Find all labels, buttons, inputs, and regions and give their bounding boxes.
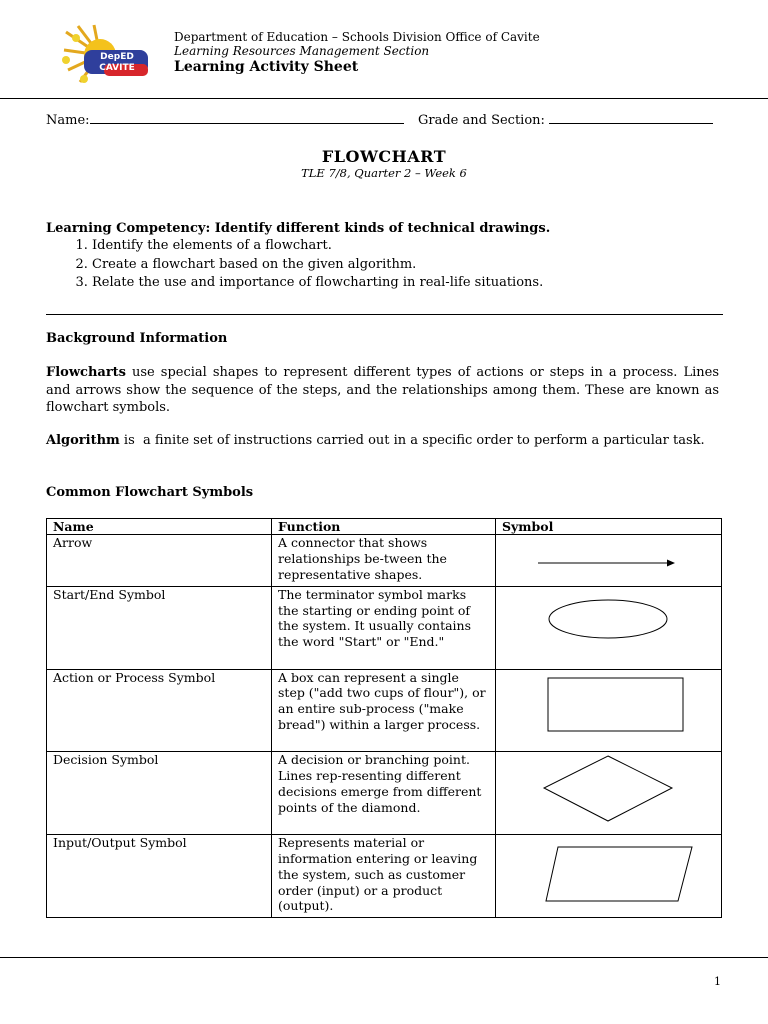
- algorithm-definition: is a finite set of instructions carried out in a specific order to perform a particular task.: [119, 433, 705, 448]
- symbol-cell: [496, 669, 722, 752]
- sheet-title: Learning Activity Sheet: [174, 59, 359, 75]
- table-row: [47, 752, 722, 835]
- page-title: FLOWCHART: [321, 147, 447, 166]
- symbol-name: Decision Symbol: [47, 752, 272, 835]
- section-divider: [46, 314, 723, 315]
- table-row: [47, 669, 722, 752]
- parallelogram-symbol-icon: [502, 835, 726, 913]
- background-heading: Background Information: [46, 331, 228, 346]
- symbol-name: Start/End Symbol: [47, 586, 272, 669]
- flowcharts-definition: use special shapes to represent different types of actions or steps in a process. Lines and arrows show the sequence of the steps, and the relationships among them. These are known as flowchart symbols.: [46, 365, 719, 415]
- algorithm-term: Algorithm: [46, 433, 120, 448]
- symbol-function: A connector that shows relationships be-tween the representative shapes.: [272, 535, 496, 587]
- grade-section-label: Grade and Section:: [418, 113, 545, 128]
- symbol-name: Input/Output Symbol: [47, 835, 272, 918]
- ellipse-symbol-icon: [502, 587, 726, 665]
- symbol-name: Action or Process Symbol: [47, 669, 272, 752]
- flowcharts-paragraph: [46, 364, 719, 417]
- symbol-name: Arrow: [47, 535, 272, 587]
- list-item: 1. Identify the elements of a flowchart.: [92, 237, 768, 256]
- flowcharts-term: Flowcharts: [46, 365, 126, 380]
- list-item: 3. Relate the use and importance of flowcharting in real-life situations.: [92, 274, 768, 293]
- symbol-cell: [496, 752, 722, 835]
- list-item: 2. Create a flowchart based on the given algorithm.: [92, 256, 768, 275]
- footer-divider: [0, 957, 768, 958]
- page-subtitle: TLE 7/8, Quarter 2 – Week 6: [301, 166, 467, 180]
- table-row: [47, 535, 722, 587]
- grade-field-row: [418, 111, 713, 128]
- column-header: Symbol: [496, 519, 722, 535]
- column-header: Function: [272, 519, 496, 535]
- symbol-cell: [496, 835, 722, 918]
- symbol-cell: [496, 535, 722, 587]
- department-name: Department of Education – Schools Division Office of Cavite: [174, 30, 540, 44]
- name-line[interactable]: [90, 111, 404, 124]
- table-row: [47, 586, 722, 669]
- symbol-function: Represents material or information entering or leaving the system, such as customer order (input) or a product (output).: [272, 835, 496, 918]
- logo-text: DepED CAVITE: [99, 52, 135, 73]
- symbol-cell: [496, 586, 722, 669]
- grade-section-line[interactable]: [549, 111, 713, 124]
- deped-logo: [60, 24, 152, 86]
- symbol-function: The terminator symbol marks the starting or ending point of the system. It usually contains the word "Start" or "End.": [272, 586, 496, 669]
- column-header: Name: [47, 519, 272, 535]
- competency-list: [46, 237, 768, 293]
- symbol-function: A box can represent a single step ("add two cups of flour"), or an entire sub-process ("make bread") within a larger process.: [272, 669, 496, 752]
- algorithm-paragraph: [46, 432, 719, 450]
- rectangle-symbol-icon: [502, 670, 726, 748]
- arrow-symbol-icon: [502, 535, 726, 582]
- symbols-heading: Common Flowchart Symbols: [46, 485, 254, 500]
- table-header-row: [47, 519, 722, 535]
- table-row: [47, 835, 722, 918]
- name-label: Name:: [46, 113, 90, 128]
- flowchart-symbols-table: [46, 518, 722, 918]
- page-number: 1: [714, 975, 721, 988]
- header-divider: [0, 98, 768, 99]
- symbol-function: A decision or branching point. Lines rep-resenting different decisions emerge from different points of the diamond.: [272, 752, 496, 835]
- name-field-row: [46, 111, 404, 128]
- competency-heading: Learning Competency: Identify different kinds of technical drawings.: [46, 221, 551, 236]
- diamond-symbol-icon: [502, 752, 726, 830]
- section-name: Learning Resources Management Section: [174, 44, 430, 58]
